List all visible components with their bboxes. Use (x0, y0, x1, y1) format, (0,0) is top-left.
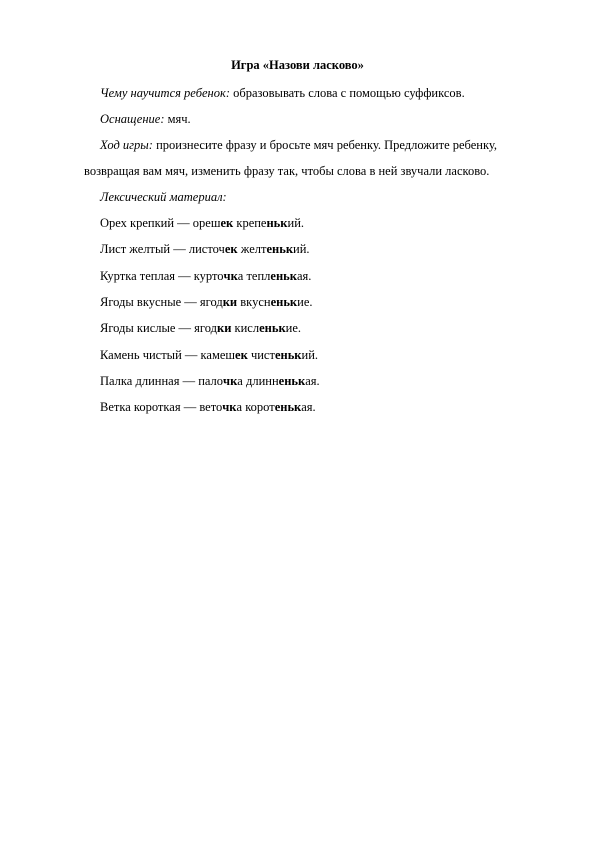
example-text: Ягоды вкусные — ягод (100, 294, 223, 309)
example-text: ие. (285, 321, 302, 336)
example-line (100, 210, 304, 236)
goal-text: образовывать слова с помощью суффиксов. (230, 86, 465, 100)
example-text: ая. (301, 400, 316, 415)
goal-label: Чему научится ребенок: (100, 86, 230, 100)
example-text: вкусн (237, 294, 271, 309)
suffix-highlight: еньк (274, 400, 302, 415)
equipment-text: мяч. (164, 112, 191, 126)
suffix-highlight: еньк (278, 373, 306, 388)
example-line (100, 315, 301, 341)
example-text: кисл (231, 321, 260, 336)
example-text: Палка длинная — пало (100, 373, 224, 388)
example-text: Ягоды кислые — ягод (100, 321, 217, 336)
example-text: Куртка теплая — курто (100, 268, 224, 283)
suffix-highlight: ек (224, 242, 238, 257)
example-line (100, 263, 311, 289)
example-line (100, 368, 320, 394)
suffix-highlight: ки (222, 294, 238, 309)
suffix-highlight: еньк (259, 321, 286, 336)
example-text: а длинн (237, 373, 279, 388)
page-title: Игра «Назови ласково» (231, 58, 364, 72)
suffix-highlight: еньк (274, 347, 302, 362)
suffix-highlight: ньк (266, 216, 288, 230)
example-text: чист (247, 347, 275, 362)
goal-paragraph (100, 80, 525, 106)
example-text: ая. (296, 268, 312, 283)
procedure-paragraph (84, 132, 544, 184)
example-text: ие. (297, 294, 313, 309)
suffix-highlight: еньк (270, 294, 298, 309)
example-text: Орех крепкий — ореш (100, 216, 221, 230)
lexical-heading (100, 184, 525, 210)
example-line (100, 342, 318, 368)
suffix-highlight: еньк (270, 268, 297, 283)
example-line (100, 236, 310, 262)
example-text: Лист желтый — листоч (100, 242, 225, 257)
suffix-highlight: ек (235, 347, 248, 362)
example-text: ая. (305, 373, 320, 388)
suffix-highlight: еньк (266, 242, 294, 257)
example-text: а корот (236, 400, 275, 415)
equipment-paragraph (100, 106, 525, 132)
suffix-highlight: ки (217, 321, 232, 336)
suffix-highlight: чк (223, 268, 238, 283)
procedure-text: произнесите фразу и бросьте мяч ребенку. Предложите ребенку, возвращая вам мяч, изменить фразу так, чтобы слова в ней звучали ласково. (84, 138, 497, 178)
example-text: а тепл (237, 268, 271, 283)
example-line (100, 394, 316, 420)
lexical-label: Лексический материал: (100, 190, 227, 204)
procedure-label: Ход игры: (100, 138, 153, 152)
suffix-highlight: ек (220, 216, 234, 230)
example-text: крепе (233, 216, 267, 230)
example-text: Ветка короткая — вето (100, 400, 223, 415)
example-text: Камень чистый — камеш (100, 347, 236, 362)
example-text: ий. (287, 216, 305, 230)
example-line (100, 289, 313, 315)
equipment-label: Оснащение: (100, 112, 165, 126)
example-text: желт (237, 242, 267, 257)
example-text: ий. (293, 242, 310, 257)
example-text: ий. (301, 347, 319, 362)
suffix-highlight: чк (222, 400, 237, 415)
suffix-highlight: чк (223, 373, 238, 388)
